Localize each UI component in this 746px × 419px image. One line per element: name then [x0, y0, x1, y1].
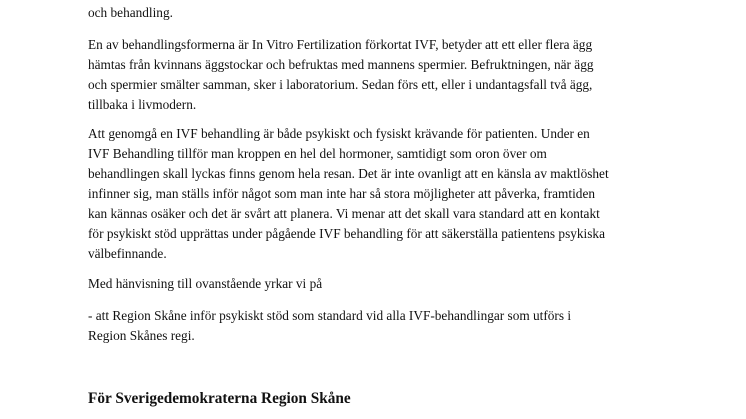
text-line: tillbaka i livmodern. [88, 97, 197, 112]
text-line: behandlingen skall lyckas finns genom hela resan. Det är inte ovanligt att en känsla av maktlöshet [88, 166, 609, 181]
text-line: - att Region Skåne inför psykiskt stöd som standard vid alla IVF-behandlingar som utförs i [88, 308, 572, 323]
text-line: och spermier smälter samman, sker i laboratorium. Sedan förs ett, eller i undantagsfall två ägg, [88, 77, 593, 92]
paragraph-intro-tail [88, 3, 648, 23]
paragraph-psychological-strain [88, 124, 648, 264]
text-line: välbefinnande. [88, 246, 167, 261]
text-line: Att genomgå en IVF behandling är både psykiskt och fysiskt krävande för patienten. Under en [88, 126, 590, 141]
text-line: kan kännas osäker och det är svårt att planera. Vi menar att det skall vara standard att en kontakt [88, 206, 600, 221]
text-line: IVF Behandling tillför man kroppen en hel del hormoner, samtidigt som oron över om [88, 146, 547, 161]
text-line: Region Skånes regi. [88, 328, 195, 343]
signature-heading: För Sverigedemokraterna Region Skåne [88, 390, 351, 407]
text-line: infinner sig, man ställs inför något som man inte har så stora möjligheter att påverka, framtiden [88, 186, 595, 201]
text-line: Med hänvisning till ovanstående yrkar vi på [88, 276, 323, 291]
text-line: hämtas från kvinnans äggstockar och befruktas med mannens spermier. Befruktningen, när ägg [88, 57, 594, 72]
text-line: och behandling. [88, 5, 173, 20]
paragraph-ivf-description [88, 35, 648, 115]
paragraph-motion-intro [88, 274, 648, 294]
text-line: En av behandlingsformerna är In Vitro Fertilization förkortat IVF, betyder att ett eller flera ägg [88, 37, 593, 52]
text-line: för psykiskt stöd upprättas under pågående IVF behandling för att säkerställa patientens psykiska [88, 226, 605, 241]
paragraph-motion-item [88, 306, 648, 346]
